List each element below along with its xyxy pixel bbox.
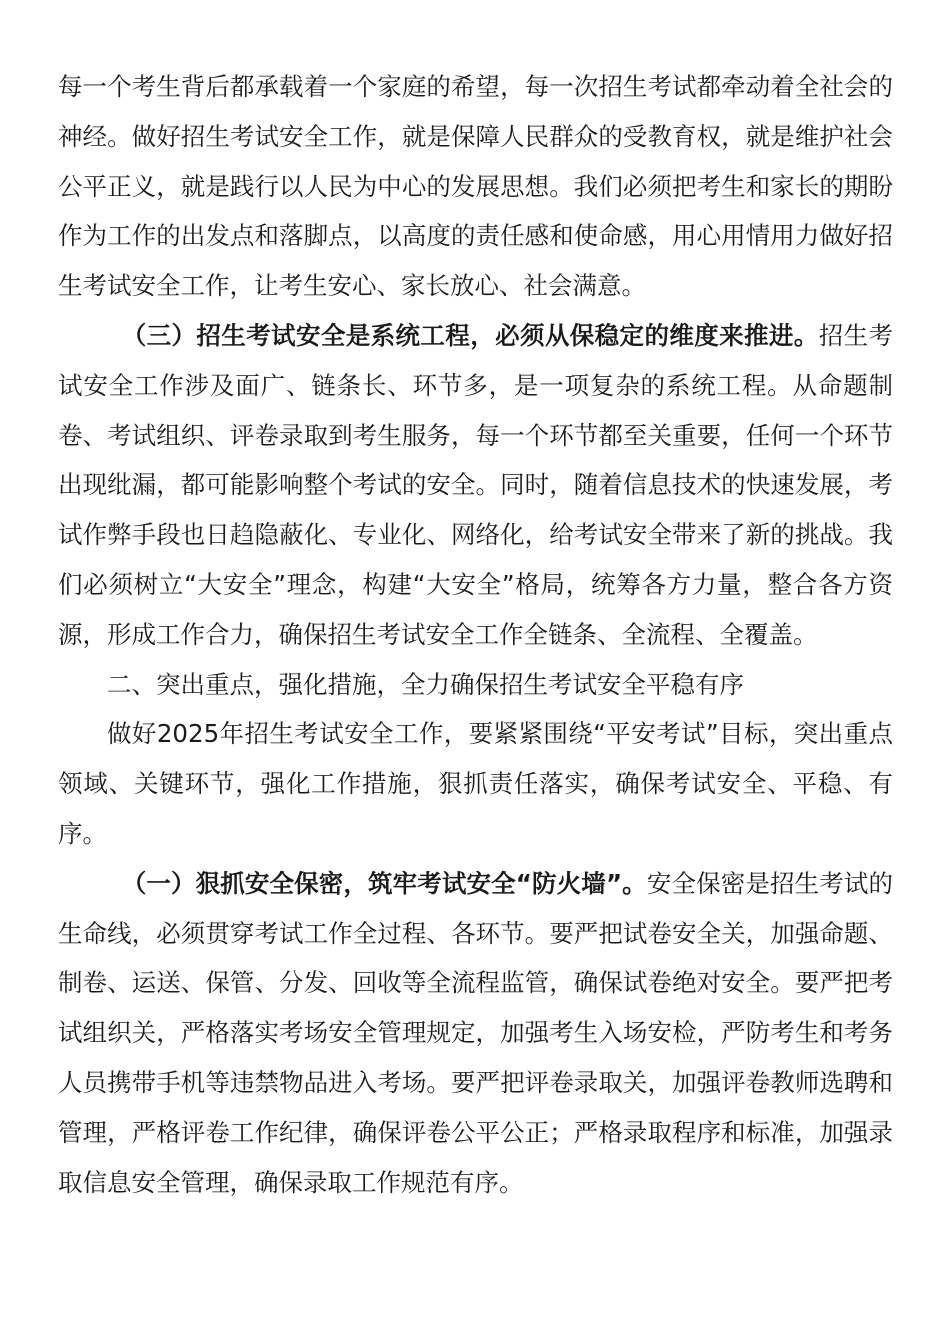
- paragraph-section-three: [58, 311, 893, 660]
- document-page: [58, 62, 893, 1207]
- paragraph-continuation: [58, 62, 893, 311]
- chapter-heading-two: [58, 660, 893, 710]
- section-heading-bold: （三）招生考试安全是系统工程，必须从保稳定的维度来推进。: [121, 320, 819, 350]
- chapter-heading-text: 二、突出重点，强化措施，全力确保招生考试安全平稳有序: [107, 669, 744, 699]
- paragraph-text: 每一个考生背后都承载着一个家庭的希望，每一次招生考试都牵动着全社会的神经。做好招生考试安全工作，就是保障人民群众的受教育权，就是维护社会公平正义，就是践行以人民为中心的发展思想。我们必须把考生和家长的期盼作为工作的出发点和落脚点，以高度的责任感和使命感，用心用情用力做好招生考试安全工作，让考生安心、家长放心、社会满意。: [58, 72, 893, 301]
- paragraph-text: 招生考试安全工作涉及面广、链条长、环节多，是一项复杂的系统工程。从命题制卷、考试组织、评卷录取到考生服务，每一个环节都至关重要，任何一个环节出现纰漏，都可能影响整个考试的安全。同时，随着信息技术的快速发展，考试作弊手段也日趋隐蔽化、专业化、网络化，给考试安全带来了新的挑战。我们必须树立“大安全”理念，构建“大安全”格局，统筹各方力量，整合各方资源，形成工作合力，确保招生考试安全工作全链条、全流程、全覆盖。: [58, 320, 894, 649]
- paragraph-intro-2025: [58, 709, 893, 858]
- paragraph-section-one: [58, 859, 893, 1208]
- section-heading-bold: （一）狠抓安全保密，筑牢考试安全“防火墙”。: [121, 868, 647, 898]
- paragraph-text: 做好2025年招生考试安全工作，要紧紧围绕“平安考试”目标，突出重点领域、关键环节，强化工作措施，狠抓责任落实，确保考试安全、平稳、有序。: [58, 719, 893, 848]
- paragraph-text: 安全保密是招生考试的生命线，必须贯穿考试工作全过程、各环节。要严把试卷安全关，加强命题、制卷、运送、保管、分发、回收等全流程监管，确保试卷绝对安全。要严把考试组织关，严格落实考场安全管理规定，加强考生入场安检，严防考生和考务人员携带手机等违禁物品进入考场。要严把评卷录取关，加强评卷教师选聘和管理，严格评卷工作纪律，确保评卷公平公正；严格录取程序和标准，加强录取信息安全管理，确保录取工作规范有序。: [58, 868, 894, 1197]
